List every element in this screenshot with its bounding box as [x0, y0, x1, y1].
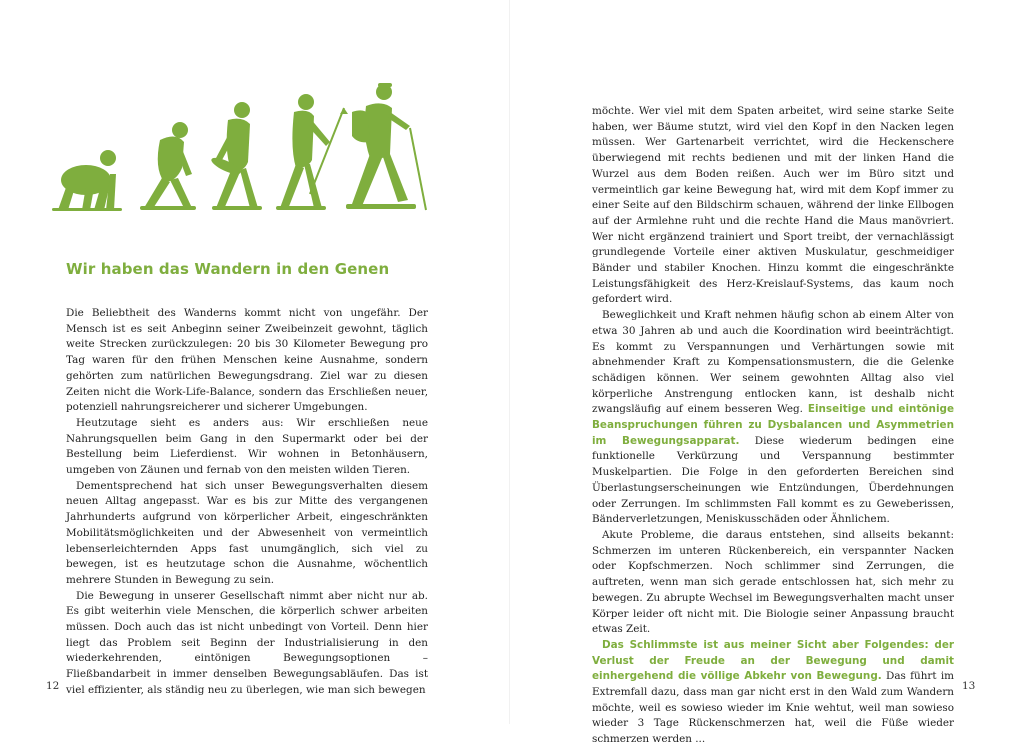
- paragraph: Akute Probleme, die daraus entstehen, sind allseits bekannt: Schmerzen im unteren Rückenbereich, ein verspannter Nacken oder Kopfschmerzen. Noch schlimmer sind Zerrungen, die auftreten, wenn man sich gerade entschlossen hat, sich mehr zu bewegen. Zu abrupte Wechsel im Bewegungsverhalten macht unser Körper leider oft nicht mit. Die Biologie seiner Anpassung braucht etwas Zeit.: [592, 528, 954, 636]
- highlight-text: Das Schlimmste ist aus meiner Sicht aber Folgendes: der Verlust der Freude an der Bewegung und damit einhergehend die völlige Abkehr von Bewegung.: [592, 638, 954, 683]
- paragraph: Die Bewegung in unserer Gesellschaft nimmt aber nicht nur ab. Es gibt weiterhin viele Menschen, die körperlich schwer arbeiten müssen. Doch auch das ist nicht unbedingt von Vorteil. Denn hier liegt das Problem seit Beginn der Industrialisierung in den wiederkehrenden, eintönigen Bewegungsoptionen – Fließbandarbeit in immer denselben Bewegungsabläufen. Das ist viel effizienter, als ständig neu zu überlegen, wie man sich bewegen: [66, 589, 428, 696]
- paragraph: Dementsprechend hat sich unser Bewegungsverhalten diesem neuen Alltag angepasst. War es bis zur Mitte des vergangenen Jahrhunderts aufgrund von körperlicher Arbeit, eingeschränkten Mobilitätsmöglichkeiten und der Abwesenheit von vermeintlich lebenserleichternden Apps fast unumgänglich, sich viel zu bewegen, ist es heutzutage schon die Ausnahme, wöchentlich mehrere Stunden in Bewegung zu sein.: [66, 479, 428, 586]
- paragraph: möchte. Wer viel mit dem Spaten arbeitet, wird seine starke Seite haben, wer Bäume stutzt, wird viel den Kopf in den Nacken legen müssen. Wer Gartenarbeit verrichtet, wird die Heckenschere überwiegend mit rechts bedienen und mit der linken Hand die Wurzel aus dem Boden reißen. Auch wer im Büro sitzt und vermeintlich gar keine Bewegung hat, wird mit dem Kopf immer zu einer Seite auf den Bildschirm schauen, während der linke Ellbogen auf der Armlehne ruht und die rechte Hand die Maus manövriert. Wer nicht ergänzend trainiert und Sport treibt, der vernachlässigt grundlegende Vorteile einer aktiven Muskulatur, geschmeidiger Bänder und stabiler Knochen. Hinzu kommt die eingeschränkte Leistungsfähigkeit des Herz-Kreislauf-Systems, das kaum noch gefordert wird.: [592, 105, 954, 306]
- page-number-left: 12: [46, 680, 60, 692]
- page-number-right: 13: [962, 680, 976, 692]
- hiker-with-poles-icon: [346, 83, 416, 209]
- left-page: [0, 0, 510, 724]
- human-with-spear-icon: [276, 94, 330, 210]
- early-hominid-icon: [140, 122, 196, 210]
- right-text-column: [592, 104, 954, 748]
- hominid-with-club-icon: [209, 102, 262, 210]
- paragraph: Beweglichkeit und Kraft nehmen häufig schon ab einem Alter von etwa 30 Jahren ab und auch die Koordination wird beeinträchtigt. Es kommt zu Verspannungen und Verhärtungen sowie mit abnehmender Kraft zu Kompensationsmustern, die die Gelenke schädigen können. Wer seinem gewohnten Alltag also viel körperliche Anstrengung entlocken kann, ist deshalb nicht zwangsläufig auf einem besseren Weg. Einseitige und eintönige Beanspruchungen führen zu Dysbalancen und Asymmetrien im Bewegungsapparat. Diese wiederum bedingen eine funktionelle Verkürzung und Verspannung bestimmter Muskelpartien. Die Folge in den geforderten Bereichen sind Überlastungserscheinungen wie Entzündungen, Überdehnungen oder Zerrungen. Im schlimmsten Fall kommt es zu Geweberissen, Bänderverletzungen, Meniskusschäden oder Ähnlichem.: [592, 309, 954, 526]
- section-heading: Wir haben das Wandern in den Genen: [66, 260, 390, 278]
- highlight-text: Einseitige und eintönige Beanspruchungen führen zu Dysbalancen und Asymmetrien im Bewegungsapparat.: [592, 403, 954, 447]
- human-evolution-illustration: [48, 78, 443, 218]
- left-text-column: [66, 306, 428, 699]
- paragraph: Das Schlimmste ist aus meiner Sicht aber Folgendes: der Verlust der Freude an der Bewegung und damit einhergehend die völlige Abkehr von Bewegung. Das führt im Extremfall dazu, dass man gar nicht erst in den Wald zum Wandern möchte, weil es sowieso wieder im Knie wehtut, weil man sowieso wieder 3 Tage Rückenschmerzen hat, weil die Füße wieder schmerzen werden ...: [592, 638, 954, 746]
- paragraph: Heutzutage sieht es anders aus: Wir erschließen neue Nahrungsquellen beim Gang in den Supermarkt oder bei der Bestellung beim Lieferdienst. Wir wohnen in Betonhäusern, umgeben von Zäunen und fernab von den meisten wilden Tieren.: [66, 416, 428, 477]
- ape-icon: [52, 150, 122, 211]
- paragraph: Die Beliebtheit des Wanderns kommt nicht von ungefähr. Der Mensch ist es seit Anbeginn seiner Zweibeinzeit gewohnt, täglich weite Strecken zurückzulegen: 20 bis 30 Kilometer Bewegung pro Tag waren für den frühen Menschen keine Ausnahme, sondern gehörten zum natürlichen Bewegungsdrang. Ziel war zu diesen Zeiten nicht die Work-Life-Balance, sondern das Erschließen neuer, potenziell nahrungsreicherer und sicherer Umgebungen.: [66, 307, 428, 414]
- right-page: [510, 0, 1020, 746]
